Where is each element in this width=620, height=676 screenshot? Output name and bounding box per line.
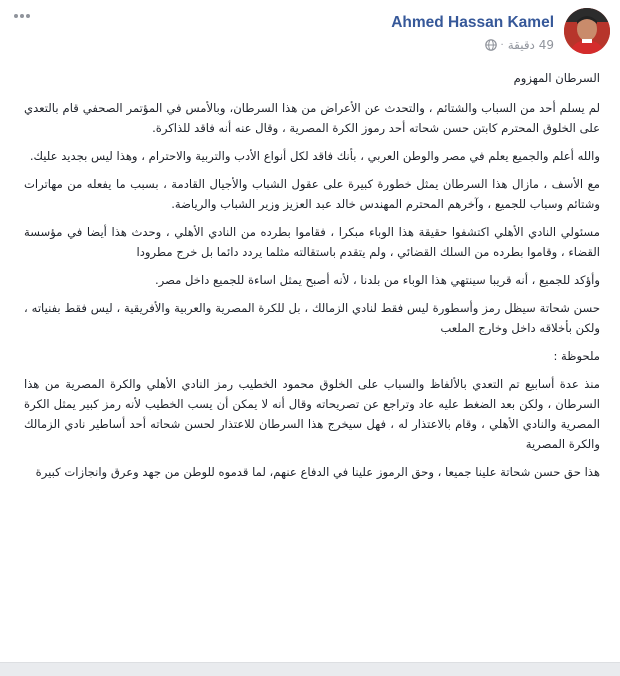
post-paragraph: والله أعلم والجميع يعلم في مصر والوطن العربي ، بأنك فاقد لكل أنواع الأدب والتربية والاحترام ، وهذا ليس بجديد عليك. [29, 149, 600, 163]
post-paragraph: هذا حق حسن شحاتة علينا جميعا ، وحق الرموز علينا في الدفاع عنهم، لما قدموه للوطن من جهد وعرق وانجازات كبيرة [35, 465, 600, 479]
more-options-icon[interactable] [14, 10, 32, 22]
post-paragraph: منذ عدة أسابيع تم التعدي بالألفاظ والسباب على الخلوق محمود الخطيب رمز النادي الأهلي والكرة المصرية من هذا السرطان ، ولكن بعد الضغط عليه عاد وتراجع عن تصريحاته وقال أنه لا يمكن أن يسب الخطيب لأنه رمز كبير يمثل الكرة المصرية والنادي الأهلي ، وقام بالاعتذار له ، فهل سيخرج هذا السرطان للاعتذار لحسن شحاته أحد أساطير نادي الزمالك والكرة المصرية [24, 377, 600, 451]
post-body [24, 68, 600, 490]
profile-avatar[interactable] [564, 8, 610, 54]
post-author-name[interactable]: Ahmed Hassan Kamel [391, 14, 554, 31]
post-timestamp[interactable]: 49 دقيقة [507, 38, 554, 52]
post-meta [485, 38, 555, 52]
post-note-heading: ملحوظة : [553, 349, 600, 363]
post-paragraph: لم يسلم أحد من السباب والشتائم ، والتحدث عن الأعراض من هذا السرطان، وبالأمس في المؤتمر الصحفي قام بالتعدي على الخلوق المحترم كابتن حسن شحاته أحد رموز الكرة المصرية ، وقال عنه أنه فاقد للذاكرة. [24, 101, 600, 135]
post-header [0, 0, 620, 62]
meta-separator-dot: · [500, 39, 504, 51]
post-paragraph: حسن شحاتة سيظل رمز وأسطورة ليس فقط لنادي الزمالك ، بل للكرة المصرية والعربية والأفريقية ، ليس فقط بفنياته ، ولكن بأخلاقه داخل وخارج الملعب [24, 301, 600, 335]
globe-icon[interactable] [485, 39, 497, 51]
post-paragraph: مسئولي النادي الأهلي اكتشفوا حقيقة هذا الوباء مبكرا ، فقاموا بطرده من النادي الأهلي ، وحدث هذا أيضا في مؤسسة القضاء ، وقاموا بطرده من السلك القضائي ، ولم يتقدم باستقالته مثلما يردد دائما بل خرج مطرودا [24, 225, 600, 259]
post-title: السرطان المهزوم [513, 71, 600, 85]
post-paragraph: مع الأسف ، مازال هذا السرطان يمثل خطورة كبيرة على عقول الشباب والأجيال القادمة ، بسبب ما يفعله من مهاترات وشتائم وسباب للجميع ، وآخرهم المحترم المهندس خالد عبد العزيز وزير الشباب والرياضة. [24, 177, 600, 211]
post-footer-divider [0, 662, 620, 676]
post-paragraph: وأؤكد للجميع ، أنه قريبا سينتهي هذا الوباء من بلدنا ، لأنه أصبح يمثل اساءة للجميع داخل مصر. [155, 273, 600, 287]
